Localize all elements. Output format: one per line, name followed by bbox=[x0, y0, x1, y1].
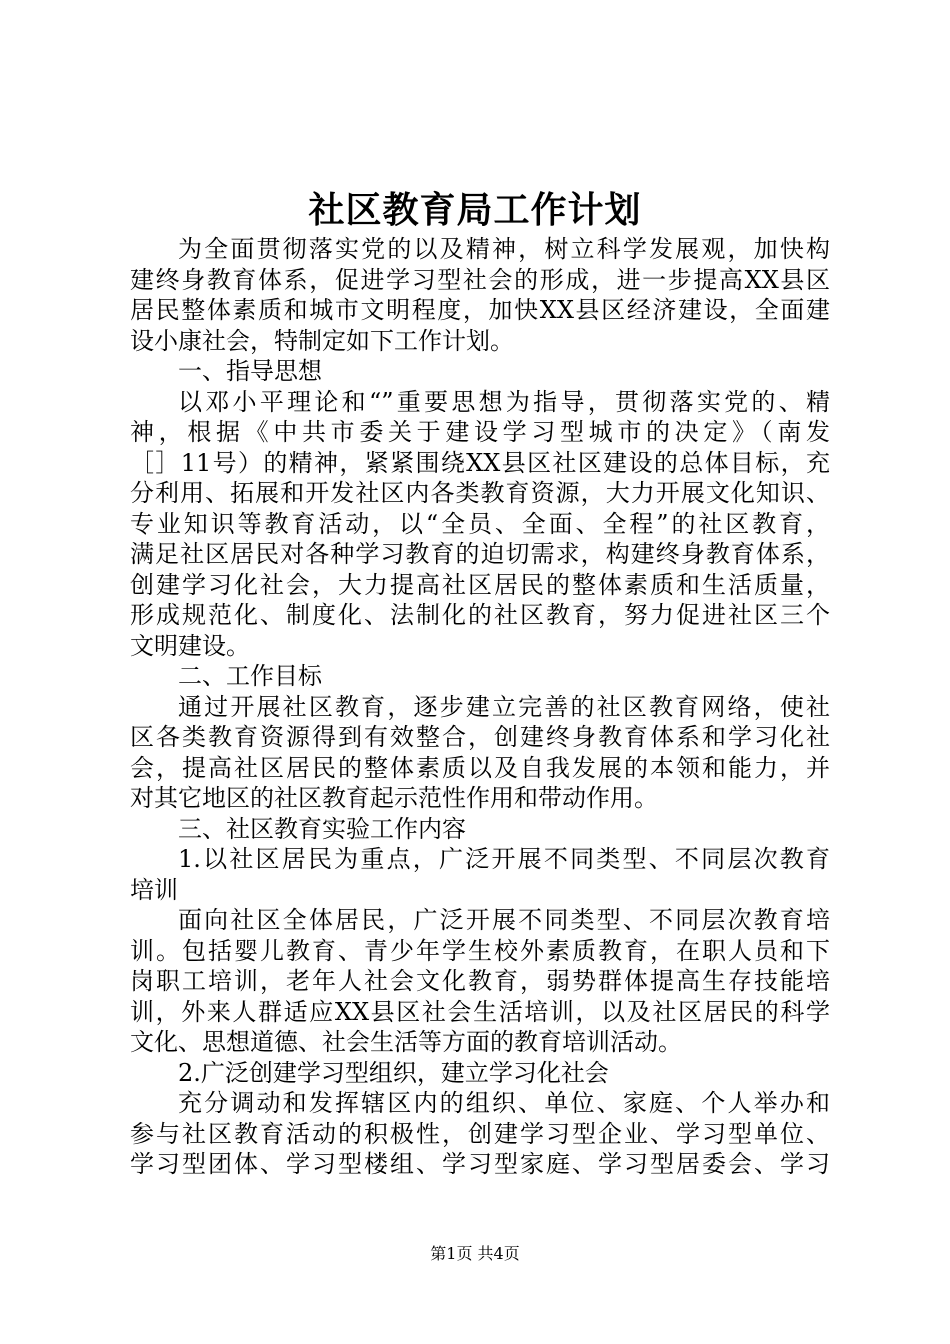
body-line: 训，外来人群适应XX县区社会生活培训，以及社区居民的科学 bbox=[130, 997, 830, 1026]
body-line: 文明建设。 bbox=[130, 631, 250, 660]
body-line: 文化、思想道德、社会生活等方面的教育培训活动。 bbox=[130, 1028, 682, 1056]
body-line: 二、工作目标 bbox=[178, 662, 322, 690]
body-line: 训。包括婴儿教育、青少年学生校外素质教育，在职人员和下 bbox=[130, 936, 830, 965]
body-line: 设小康社会，特制定如下工作计划。 bbox=[130, 326, 514, 355]
body-line: 一、指导思想 bbox=[178, 357, 322, 385]
body-line: 会，提高社区居民的整体素质以及自我发展的本领和能力，并 bbox=[130, 753, 830, 782]
body-line: 通过开展社区教育，逐步建立完善的社区教育网络，使社 bbox=[178, 692, 830, 721]
body-line: 满足社区居民对各种学习教育的迫切需求，构建终身教育体系， bbox=[130, 540, 830, 568]
body-line: 三、社区教育实验工作内容 bbox=[178, 814, 466, 843]
body-line: 创建学习化社会，大力提高社区居民的整体素质和生活质量， bbox=[130, 570, 830, 599]
document-body bbox=[130, 234, 830, 1180]
document-title: 社区教育局工作计划 bbox=[308, 189, 642, 231]
body-line: 以邓小平理论和“”重要思想为指导，贯彻落实党的、精 bbox=[178, 387, 830, 416]
body-line: 居民整体素质和城市文明程度，加快XX县区经济建设，全面建 bbox=[130, 296, 830, 324]
body-line: 区各类教育资源得到有效整合，创建终身教育体系和学习化社 bbox=[130, 723, 830, 751]
body-line: 培训 bbox=[130, 875, 178, 904]
body-line: 面向社区全体居民，广泛开展不同类型、不同层次教育培 bbox=[178, 906, 830, 934]
body-line: 岗职工培训，老年人社会文化教育，弱势群体提高生存技能培 bbox=[130, 967, 830, 995]
page-footer: 第1页 共4页 bbox=[430, 1244, 520, 1263]
body-line: 对其它地区的社区教育起示范性作用和带动作用。 bbox=[130, 784, 658, 812]
body-line: 形成规范化、制度化、法制化的社区教育，努力促进社区三个 bbox=[130, 601, 830, 629]
body-line: 为全面贯彻落实党的以及精神，树立科学发展观，加快构 bbox=[178, 235, 830, 263]
body-line: 神，根据《中共市委关于建设学习型城市的决定》（南发 bbox=[130, 418, 830, 446]
body-line: 专业知识等教育活动，以“全员、全面、全程”的社区教育， bbox=[130, 509, 830, 538]
body-line: ［］11号）的精神，紧紧围绕XX县区社区建设的总体目标，充 bbox=[130, 448, 830, 477]
body-line: 分利用、拓展和开发社区内各类教育资源，大力开展文化知识、 bbox=[130, 479, 830, 507]
body-line: 2.广泛创建学习型组织，建立学习化社会 bbox=[178, 1058, 609, 1087]
body-line: 参与社区教育活动的积极性，创建学习型企业、学习型单位、 bbox=[130, 1119, 830, 1148]
body-line: 充分调动和发挥辖区内的组织、单位、家庭、个人举办和 bbox=[178, 1089, 830, 1117]
body-line: 1.以社区居民为重点，广泛开展不同类型、不同层次教育 bbox=[178, 845, 830, 873]
body-line: 建终身教育体系，促进学习型社会的形成，进一步提高XX县区 bbox=[130, 265, 830, 294]
body-line: 学习型团体、学习型楼组、学习型家庭、学习型居委会、学习 bbox=[130, 1150, 830, 1178]
